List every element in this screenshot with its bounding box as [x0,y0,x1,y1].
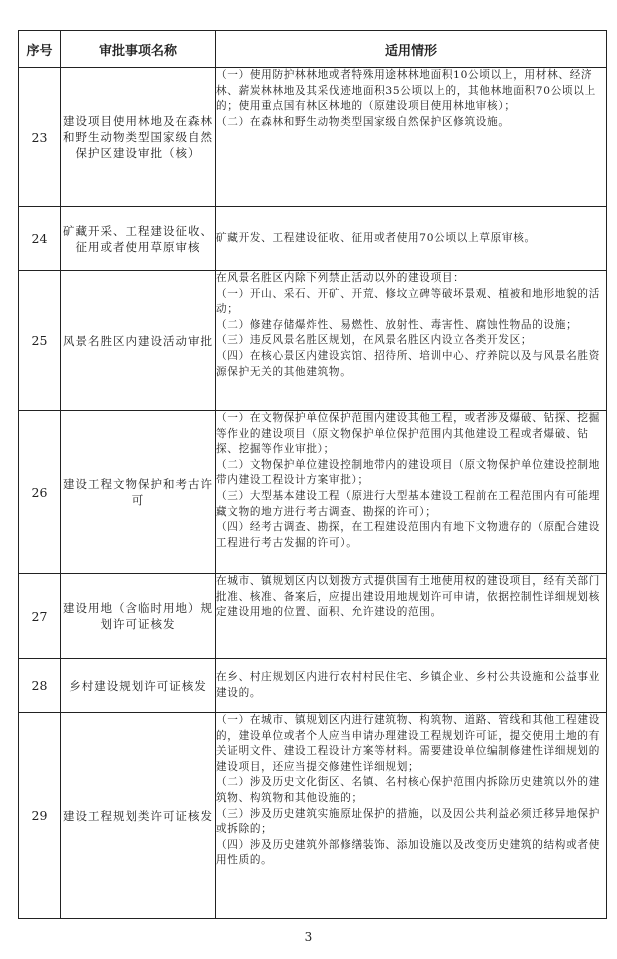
item-name: 建设用地（含临时用地）规划许可证核发 [61,574,216,659]
scope-paragraph: （一）在文物保护单位保护范围内建设其他工程，或者涉及爆破、钻探、挖掘等作业的建设项目（原文物保护单位保护范围内其他建设工程或者爆破、钻探、挖掘等作业审批）； [216,412,600,456]
scope-paragraph: （二）文物保护单位建设控制地带内的建设项目（原文物保护单位建设控制地带内建设工程设计方案审批）； [216,458,600,487]
approval-items-table [18,30,607,919]
scope-paragraph: （二）在森林和野生动物类型国家级自然保护区修筑设施。 [216,115,510,128]
item-name: 建设工程文物保护和考古许可 [61,411,216,574]
table-row [19,68,607,207]
row-number: 27 [19,574,61,659]
scope-paragraph: （三）涉及历史建筑实施原址保护的措施，以及因公共利益必须迁移异地保护或拆除的； [216,807,600,836]
header-seq: 序号 [19,31,61,68]
scope-paragraph: （二）涉及历史文化街区、名镇、名村核心保护范围内拆除历史建筑以外的建筑物、构筑物和其他设施的； [216,776,600,804]
item-name: 乡村建设规划许可证核发 [61,659,216,713]
applicable-scope [216,207,607,271]
scope-paragraph: （一）使用防护林林地或者特殊用途林林地面积10公顷以上，用材林、经济林、薪炭林林地及其采伐迹地面积35公顷以上的，其他林地面积70公顷以上的；使用重点国有林区林地的（原建设项目使用林地审核）； [216,69,596,113]
table-row [19,713,607,919]
item-name: 建设工程规划类许可证核发 [61,713,216,919]
item-name: 矿藏开采、工程建设征收、征用或者使用草原审核 [61,207,216,271]
item-name: 风景名胜区内建设活动审批 [61,271,216,411]
row-number: 28 [19,659,61,713]
table-row [19,271,607,411]
table-header-row [19,31,607,68]
item-name: 建设项目使用林地及在森林和野生动物类型国家级自然保护区建设审批（核） [61,68,216,207]
row-number: 29 [19,713,61,919]
scope-paragraph: （四）在核心景区内建设宾馆、招待所、培训中心、疗养院以及与风景名胜资源保护无关的其他建筑物。 [216,349,600,378]
scope-paragraph: 矿藏开发、工程建设征收、征用或者使用70公顷以上草原审核。 [216,231,536,244]
applicable-scope [216,659,607,713]
table-row [19,574,607,659]
scope-paragraph: （二）修建存储爆炸性、易燃性、放射性、毒害性、腐蚀性物品的设施； [216,318,578,331]
row-number: 24 [19,207,61,271]
scope-paragraph: 在乡、村庄规划区内进行农村村民住宅、乡镇企业、乡村公共设施和公益事业建设的。 [216,670,600,699]
scope-paragraph: （一）开山、采石、开矿、开荒、修坟立碑等破坏景观、植被和地形地貌的活动； [216,287,600,316]
table-row [19,659,607,713]
header-applicable-scope: 适用情形 [216,31,607,68]
applicable-scope [216,68,607,207]
row-number: 26 [19,411,61,574]
applicable-scope [216,574,607,659]
applicable-scope [216,713,607,919]
table-row [19,411,607,574]
row-number: 25 [19,271,61,411]
scope-paragraph: （四）经考古调查、勘探，在工程建设范围内有地下文物遗存的（原配合建设工程进行考古发掘的许可）。 [216,521,600,549]
header-item-name: 审批事项名称 [61,31,216,68]
applicable-scope [216,411,607,574]
scope-paragraph: （一）在城市、镇规划区内进行建筑物、构筑物、道路、管线和其他工程建设的，建设单位或者个人应当申请办理建设工程规划许可证，提交使用土地的有关证明文件、建设工程设计方案等材料。需要建设单位编制修建性详细规划的建设项目，还应当提交修建性详细规划； [216,714,600,773]
applicable-scope [216,271,607,411]
scope-paragraph: （三）大型基本建设工程（原进行大型基本建设工程前在工程范围内有可能埋藏文物的地方进行考古调查、勘探的许可）； [216,489,600,518]
scope-paragraph: （三）违反风景名胜区规划，在风景名胜区内设立各类开发区； [216,334,533,347]
scope-paragraph: 在风景名胜区内除下列禁止活动以外的建设项目： [216,272,465,284]
row-number: 23 [19,68,61,207]
scope-paragraph: （四）涉及历史建筑外部修缮装饰、添加设施以及改变历史建筑的结构或者使用性质的。 [216,838,600,867]
table-row [19,207,607,271]
scope-paragraph: 在城市、镇规划区内以划拨方式提供国有土地使用权的建设项目，经有关部门批准、核准、备案后，应提出建设用地规划许可申请，依据控制性详细规划核定建设用地的位置、面积、允许建设的范围。 [216,575,600,619]
page-number: 3 [304,930,313,944]
